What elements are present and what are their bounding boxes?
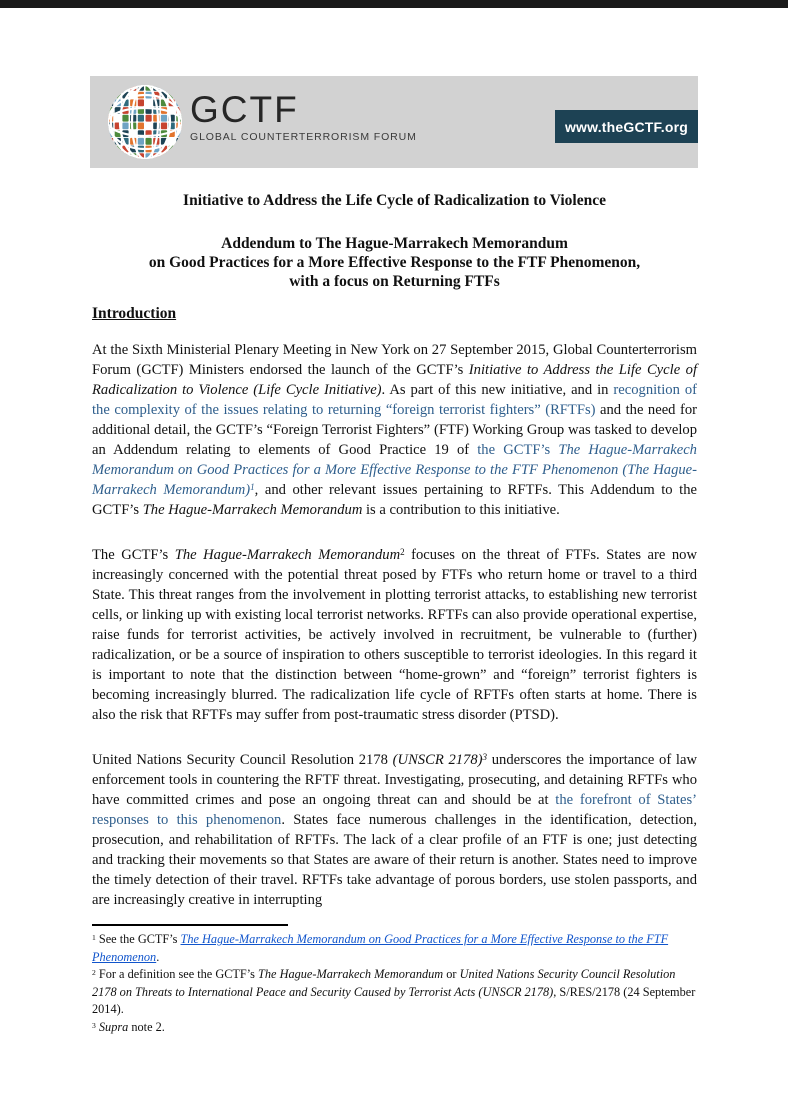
- text-run: United Nations Security Council Resolution 2178 on Threats to International Peace and Security Caused by Terrorist Acts (UNSCR 2178): [92, 967, 676, 999]
- gctf-logo-text: GCTF: [190, 89, 299, 130]
- text-run: focuses on the threat of FTFs. States are now increasingly concerned with the potential threat posed by FTFs who return home or travel to a third State. This threat ranges from the involvement in plotting terrorist attacks, to establishing new terrorist cells, or linking up with existing local terrorist networks. RFTFs can also provide operational expertise, raise funds for terrorist activities, be actively involved in recruitment, be vulnerable to (further) radicalization, or be a source of inspiration to others susceptible to terrorist ideologies. In this regard it is important to note that the distinction between “home-grown” and “foreign” terrorist fighters is becoming increasingly blurred. The radicalization life cycle of RFTFs often starts at home. There is also the risk that RFTFs may suffer from post-traumatic stress disorder (PTSD).: [92, 547, 697, 723]
- document-subtitle-line-1: Addendum to The Hague-Marrakech Memorandum: [221, 235, 568, 252]
- text-run: The GCTF’s: [92, 547, 175, 563]
- text-run: and the need for additional detail, the GCTF’s “Foreign Terrorist Fighters” (FTF) Working Group was tasked to develop an Addendum relating to elements of Good Practice 19 of: [92, 402, 697, 458]
- footnotes-section: [92, 924, 697, 1037]
- globe-mosaic-icon: [106, 83, 184, 161]
- text-run: At the Sixth Ministerial Plenary Meeting in New York on 27 September 2015, Global Counterterrorism Forum (GCTF) Ministers endorsed the launch of the GCTF’s: [92, 342, 697, 378]
- text-run: 2: [92, 967, 96, 977]
- text-run: or: [443, 967, 460, 982]
- body-paragraph-1: [92, 340, 697, 520]
- brand-block: [190, 91, 417, 143]
- gctf-logo-tagline: GLOBAL COUNTERTERRORISM FORUM: [190, 131, 417, 143]
- inline-link[interactable]: 1: [250, 481, 255, 492]
- text-run: Supra: [98, 1019, 129, 1034]
- section-heading-introduction: Introduction: [92, 305, 177, 322]
- text-run: (UNSCR 2178): [392, 752, 483, 768]
- footnote-separator: [92, 924, 288, 926]
- text-run: .: [156, 949, 160, 964]
- text-run: 3: [482, 751, 488, 762]
- text-run: , and other relevant issues pertaining to RFTFs. This Addendum to the GCTF’s: [92, 482, 697, 518]
- text-run: The Hague-Marrakech Memorandum: [174, 547, 401, 563]
- body-paragraph-3: [92, 750, 697, 910]
- inline-link[interactable]: recognition of the complexity of the issues relating to returning “foreign terrorist fighters” (RFTFs): [92, 382, 697, 418]
- text-run: . States face numerous challenges in the identification, detection, prosecution, and rehabilitation of RFTFs. The lack of a clear profile of an FTF is one; just detecting and tracking their movements so that States are aware of their return is another. States need to improve the timely detection of their travel. RFTFs take advantage of porous borders, use stolen passports, and are increasingly creative in interrupting: [92, 812, 697, 908]
- text-run: The Hague-Marrakech Memorandum: [258, 967, 444, 982]
- text-run: Initiative to Address the Life Cycle of Radicalization to Violence (Life Cycle Initiative): [92, 362, 697, 398]
- gctf-globe-logo-icon: [106, 83, 184, 161]
- document-header: [90, 76, 698, 168]
- text-run: 2: [400, 546, 405, 557]
- text-run: . As part of this new initiative, and in: [381, 382, 614, 398]
- footnote-2: [92, 966, 697, 1019]
- footnote-1: [92, 931, 697, 966]
- text-run: , S/RES/2178 (24 September 2014).: [92, 984, 696, 1017]
- website-link-badge[interactable]: www.theGCTF.org: [555, 110, 698, 143]
- document-subtitle-line-3: with a focus on Returning FTFs: [289, 273, 500, 290]
- text-run: 1: [92, 932, 96, 942]
- text-run: is a contribution to this initiative.: [362, 502, 560, 518]
- inline-link[interactable]: The Hague-Marrakech Memorandum on Good Practices for a More Effective Response to the FTF Phenomenon (The Hague-Marrakech Memorandum): [92, 442, 697, 498]
- text-run: The Hague-Marrakech Memorandum: [142, 502, 363, 518]
- text-run: underscores the importance of law enforcement tools in countering the RFTF threat. Investigating, prosecuting, and detaining RFTFs who have committed crimes and pose an ongoing threat can and should be at: [92, 752, 697, 808]
- inline-link[interactable]: the GCTF’s: [477, 442, 559, 458]
- text-run: 3: [92, 1020, 96, 1030]
- text-run: note 2.: [128, 1019, 165, 1034]
- document-title: Initiative to Address the Life Cycle of Radicalization to Violence: [183, 192, 606, 209]
- text-run: For a definition see the GCTF’s: [95, 967, 259, 982]
- document-body: [92, 185, 697, 910]
- text-run: United Nations Security Council Resolution 2178: [92, 752, 393, 768]
- text-run: See the GCTF’s: [95, 932, 181, 946]
- document-subtitle-line-2: on Good Practices for a More Effective Response to the FTF Phenomenon,: [148, 254, 641, 271]
- inline-link[interactable]: the forefront of States’ responses to this phenomenon: [92, 792, 697, 828]
- footnote-3: [92, 1019, 697, 1037]
- window-top-bar: [0, 0, 788, 8]
- body-paragraph-2: [92, 545, 697, 725]
- inline-link[interactable]: The Hague-Marrakech Memorandum on Good Practices for a More Effective Response to the FTF Phenomenon: [92, 932, 669, 964]
